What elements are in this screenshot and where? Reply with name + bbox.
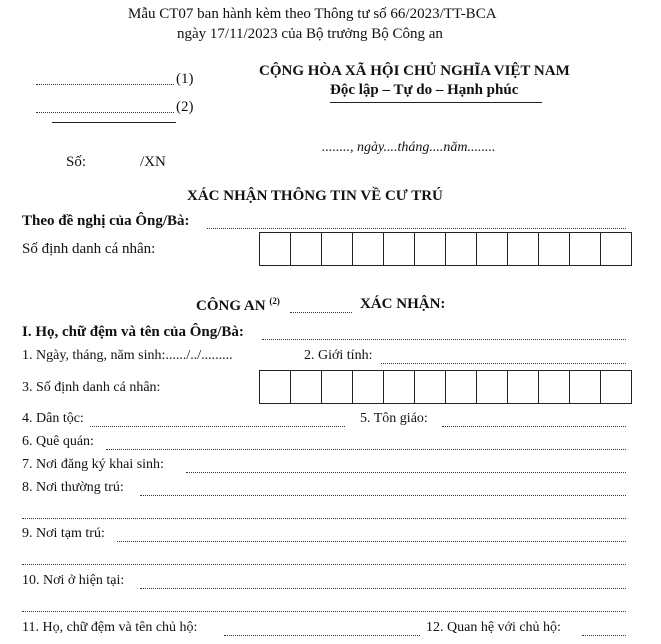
dob-label: 1. Ngày, tháng, năm sinh:....../../.........	[22, 348, 233, 363]
id-digit-box[interactable]	[384, 371, 415, 403]
gender-field[interactable]	[381, 363, 626, 364]
id-digit-box[interactable]	[508, 233, 539, 265]
date-line: ........, ngày....tháng....năm........	[322, 140, 496, 155]
current-residence-field-2[interactable]	[22, 611, 626, 612]
agency-mark-2: (2)	[176, 99, 194, 115]
id-digit-box[interactable]	[477, 233, 508, 265]
document-title: XÁC NHẬN THÔNG TIN VỀ CƯ TRÚ	[187, 188, 443, 204]
temporary-residence-label: 9. Nơi tạm trú:	[22, 526, 105, 541]
id-digit-box[interactable]	[353, 233, 384, 265]
confirm-label: XÁC NHẬN:	[360, 296, 446, 312]
id-digit-box[interactable]	[508, 371, 539, 403]
police-unit-field[interactable]	[290, 312, 352, 313]
permanent-residence-field[interactable]	[140, 495, 626, 496]
form-reference-line2: ngày 17/11/2023 của Bộ trưởng Bộ Công an	[177, 26, 443, 42]
id-digit-box[interactable]	[415, 233, 446, 265]
police-label	[196, 296, 280, 315]
hometown-label: 6. Quê quán:	[22, 434, 94, 449]
form-reference-line1: Mẫu CT07 ban hành kèm theo Thông tư số 66/2023/TT-BCA	[128, 6, 497, 22]
hometown-field[interactable]	[106, 449, 626, 450]
id-digit-box[interactable]	[539, 233, 570, 265]
relationship-label: 12. Quan hệ với chủ hộ:	[426, 620, 561, 635]
national-motto: Độc lập – Tự do – Hạnh phúc	[330, 82, 519, 98]
number-suffix: /XN	[140, 154, 166, 170]
id-digit-box[interactable]	[384, 233, 415, 265]
religion-label: 5. Tôn giáo:	[360, 411, 428, 426]
request-by-field[interactable]	[207, 228, 626, 229]
current-residence-label: 10. Nơi ở hiện tại:	[22, 573, 125, 588]
current-residence-field[interactable]	[140, 588, 626, 589]
id-digit-box[interactable]	[291, 233, 322, 265]
id-digit-box[interactable]	[415, 371, 446, 403]
police-label-text: CÔNG AN	[196, 298, 266, 314]
agency-line-2	[36, 112, 174, 113]
id-digit-box[interactable]	[446, 371, 477, 403]
number-label: Số:	[66, 154, 87, 170]
id-digit-box[interactable]	[322, 233, 353, 265]
household-head-label: 11. Họ, chữ đệm và tên chủ hộ:	[22, 620, 198, 635]
id-digit-box[interactable]	[477, 371, 508, 403]
gender-label: 2. Giới tính:	[304, 348, 373, 363]
id-digit-box[interactable]	[322, 371, 353, 403]
relationship-field[interactable]	[582, 635, 626, 636]
country-name: CỘNG HÒA XÃ HỘI CHỦ NGHĨA VIỆT NAM	[259, 63, 570, 79]
ethnicity-field[interactable]	[90, 426, 345, 427]
request-id-boxes[interactable]	[259, 232, 632, 266]
police-sup: (2)	[269, 296, 280, 306]
agency-line-1	[36, 84, 174, 85]
id-digit-box[interactable]	[260, 371, 291, 403]
section-i-heading: I. Họ, chữ đệm và tên của Ông/Bà:	[22, 324, 244, 340]
request-id-label: Số định danh cá nhân:	[22, 241, 156, 257]
temporary-residence-field[interactable]	[117, 541, 626, 542]
id-digit-box[interactable]	[353, 371, 384, 403]
personal-id-boxes[interactable]	[259, 370, 632, 404]
birth-registration-label: 7. Nơi đăng ký khai sinh:	[22, 457, 164, 472]
religion-field[interactable]	[442, 426, 626, 427]
temporary-residence-field-2[interactable]	[22, 564, 626, 565]
birth-registration-field[interactable]	[186, 472, 626, 473]
id-digit-box[interactable]	[539, 371, 570, 403]
id-digit-box[interactable]	[291, 371, 322, 403]
motto-underline	[330, 102, 542, 103]
agency-mark-1: (1)	[176, 71, 194, 87]
id-digit-box[interactable]	[570, 371, 601, 403]
household-head-field[interactable]	[224, 635, 420, 636]
permanent-residence-label: 8. Nơi thường trú:	[22, 480, 124, 495]
permanent-residence-field-2[interactable]	[22, 518, 626, 519]
personal-id-label: 3. Số định danh cá nhân:	[22, 380, 161, 395]
request-by-label: Theo đề nghị của Ông/Bà:	[22, 213, 190, 229]
id-digit-box[interactable]	[570, 233, 601, 265]
id-digit-box[interactable]	[446, 233, 477, 265]
full-name-field[interactable]	[262, 339, 626, 340]
id-digit-box[interactable]	[601, 371, 631, 403]
id-digit-box[interactable]	[601, 233, 631, 265]
ethnicity-label: 4. Dân tộc:	[22, 411, 84, 426]
agency-underline	[52, 122, 176, 123]
id-digit-box[interactable]	[260, 233, 291, 265]
